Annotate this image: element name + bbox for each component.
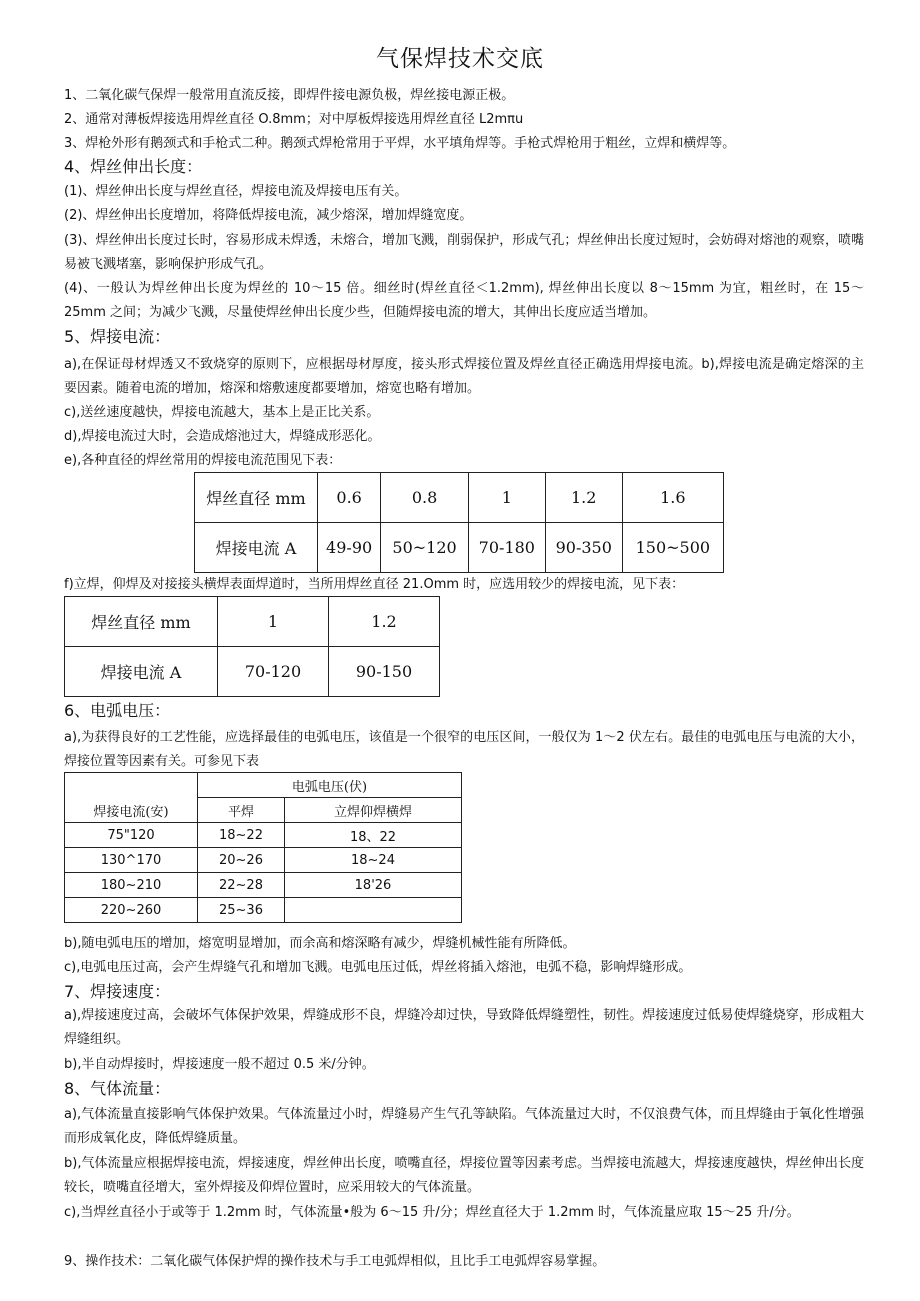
paragraph-2: 2、通常对薄板焊接选用焊丝直径 O.8mm；对中厚板焊接选用焊丝直径 L2mπu	[64, 112, 524, 127]
table-cell: 1.6	[622, 473, 723, 523]
table-cell: 150~500	[622, 523, 723, 573]
table-cell: 18~22	[198, 823, 285, 848]
paragraph-5-a: a),在保证母材焊透又不致烧穿的原则下，应根据母材厚度，接头形式焊接位置及焊丝直径正确选用焊接电流。b),焊接电流是确定熔深的主要因素。随着电流的增加，熔深和熔敷速度都要增加，熔宽也略有增加。	[64, 357, 864, 396]
table-row	[65, 848, 462, 873]
paragraph-6-b: b),随电弧电压的增加，熔宽明显增加，而余高和熔深略有减少，焊缝机械性能有所降低。	[64, 936, 576, 951]
heading-5: 5、焊接电流：	[64, 327, 171, 346]
table-cell: 1.2	[545, 473, 622, 523]
table-cell: 18、22	[285, 823, 462, 848]
paragraph-1: 1、二氧化碳气保焊一般常用直流反接，即焊件接电源负极，焊丝接电源正极。	[64, 88, 515, 103]
paragraph-9: 9、操作技术：二氧化碳气体保护焊的操作技术与手工电弧焊相似，且比手工电弧焊容易掌握。	[64, 1254, 606, 1269]
paragraph-4-2: (2)、焊丝伸出长度增加，将降低焊接电流，减少熔深，增加焊缝宽度。	[64, 208, 473, 223]
table-cell: 70-120	[218, 647, 329, 697]
paragraph-4-3: (3)、焊丝伸出长度过长时，容易形成未焊透，未熔合，增加飞溅，削弱保护，形成气孔；焊丝伸出长度过短时，会妨碍对熔池的观察，喷嘴易被飞溅堵塞，影响保护形成气孔。	[64, 233, 864, 272]
paragraph-7-b: b),半自动焊接时，焊接速度一般不超过 0.5 米/分钟。	[64, 1057, 375, 1072]
table-cell: 22~28	[198, 873, 285, 898]
table-cell: 220~260	[65, 898, 198, 923]
heading-6: 6、电弧电压：	[64, 701, 171, 720]
table-row	[65, 773, 462, 798]
table-cell: 1	[468, 473, 545, 523]
heading-7: 7、焊接速度：	[64, 982, 171, 1001]
table-row	[65, 823, 462, 848]
table-cell: 0.6	[318, 473, 381, 523]
table-cell: 0.8	[381, 473, 469, 523]
heading-8: 8、气体流量：	[64, 1079, 171, 1098]
table-cell: 180~210	[65, 873, 198, 898]
table-header-cell: 焊接电流 A	[195, 523, 318, 573]
heading-4: 4、焊丝伸出长度：	[64, 157, 203, 176]
table-cell	[285, 898, 462, 923]
paragraph-6-c: c),电弧电压过高，会产生焊缝气孔和增加飞溅。电弧电压过低，焊丝将插入熔池，电弧不稳，影响焊缝形成。	[64, 960, 692, 975]
table-cell: 49-90	[318, 523, 381, 573]
table-cell: 75"120	[65, 823, 198, 848]
table-header-cell: 焊丝直径 mm	[65, 597, 218, 647]
table-cell: 50~120	[381, 523, 469, 573]
table-header-cell: 立焊仰焊横焊	[285, 798, 462, 823]
table-row	[65, 898, 462, 923]
paragraph-4-4: (4)、一般认为焊丝伸出长度为焊丝的 10～15 倍。细丝时(焊丝直径＜1.2mm), 焊丝伸出长度以 8～15mm 为宜，粗丝时，在 15～25mm 之间；为减少飞溅，尽量使焊丝伸出长度少些，但随焊接电流的增大，其伸出长度应适当增加。	[64, 281, 864, 320]
table-cell: 70-180	[468, 523, 545, 573]
paragraph-5-c: c),送丝速度越快，焊接电流越大，基本上是正比关系。	[64, 405, 380, 420]
table-header-cell: 焊接电流 A	[65, 647, 218, 697]
paragraph-8-b: b),气体流量应根据焊接电流，焊接速度，焊丝伸出长度，喷嘴直径，焊接位置等因素考虑。当焊接电流越大，焊接速度越快，焊丝伸出长度较长，喷嘴直径增大，室外焊接及仰焊位置时，应采用较大的气体流量。	[64, 1156, 864, 1195]
table-row	[65, 647, 440, 697]
table-cell: 90-150	[329, 647, 440, 697]
table-header-cell: 平焊	[198, 798, 285, 823]
table-header-cell: 焊接电流(安)	[65, 773, 198, 823]
paragraph-4-1: (1)、焊丝伸出长度与焊丝直径，焊接电流及焊接电压有关。	[64, 184, 408, 199]
table-cell: 90-350	[545, 523, 622, 573]
table-cell: 1	[218, 597, 329, 647]
table-header-cell: 电弧电压(伏)	[198, 773, 462, 798]
table-cell: 18~24	[285, 848, 462, 873]
table-row	[195, 523, 724, 573]
wire-current-table	[194, 472, 724, 573]
table-cell: 130^170	[65, 848, 198, 873]
table-cell: 1.2	[329, 597, 440, 647]
table-row	[65, 873, 462, 898]
page-title: 气保焊技术交底	[376, 46, 544, 72]
paragraph-3: 3、焊枪外形有鹅颈式和手枪式二种。鹅颈式焊枪常用于平焊，水平填角焊等。手枪式焊枪用于粗丝，立焊和横焊等。	[64, 136, 736, 151]
paragraph-6-a: a),为获得良好的工艺性能，应选择最佳的电弧电压，该值是一个很窄的电压区间，一般仅为 1～2 伏左右。最佳的电弧电压与电流的大小，焊接位置等因素有关。可参见下表	[64, 730, 864, 769]
vertical-weld-current-table	[64, 596, 440, 697]
paragraph-5-d: d),焊接电流过大时，会造成熔池过大，焊缝成形恶化。	[64, 429, 381, 444]
table-cell: 18'26	[285, 873, 462, 898]
arc-voltage-table	[64, 772, 462, 923]
paragraph-5-f: f)立焊，仰焊及对接接头横焊表面焊道时，当所用焊丝直径 21.Omm 时，应选用较少的焊接电流，见下表：	[64, 577, 685, 592]
paragraph-8-a: a),气体流量直接影响气体保护效果。气体流量过小时，焊缝易产生气孔等缺陷。气体流量过大时，不仅浪费气体，而且焊缝由于氧化性增强而形成氧化皮，降低焊缝质量。	[64, 1107, 864, 1146]
table-cell: 20~26	[198, 848, 285, 873]
paragraph-7-a: a),焊接速度过高，会破坏气体保护效果，焊缝成形不良，焊缝冷却过快，导致降低焊缝塑性，韧性。焊接速度过低易使焊缝烧穿，形成粗大焊缝组织。	[64, 1008, 864, 1047]
table-header-cell: 焊丝直径 mm	[195, 473, 318, 523]
table-row	[195, 473, 724, 523]
table-cell: 25~36	[198, 898, 285, 923]
paragraph-8-c: c),当焊丝直径小于或等于 1.2mm 时，气体流量•般为 6～15 升/分；焊丝直径大于 1.2mm 时，气体流量应取 15～25 升/分。	[64, 1205, 800, 1220]
table-row	[65, 597, 440, 647]
paragraph-5-e: e),各种直径的焊丝常用的焊接电流范围见下表：	[64, 453, 342, 468]
